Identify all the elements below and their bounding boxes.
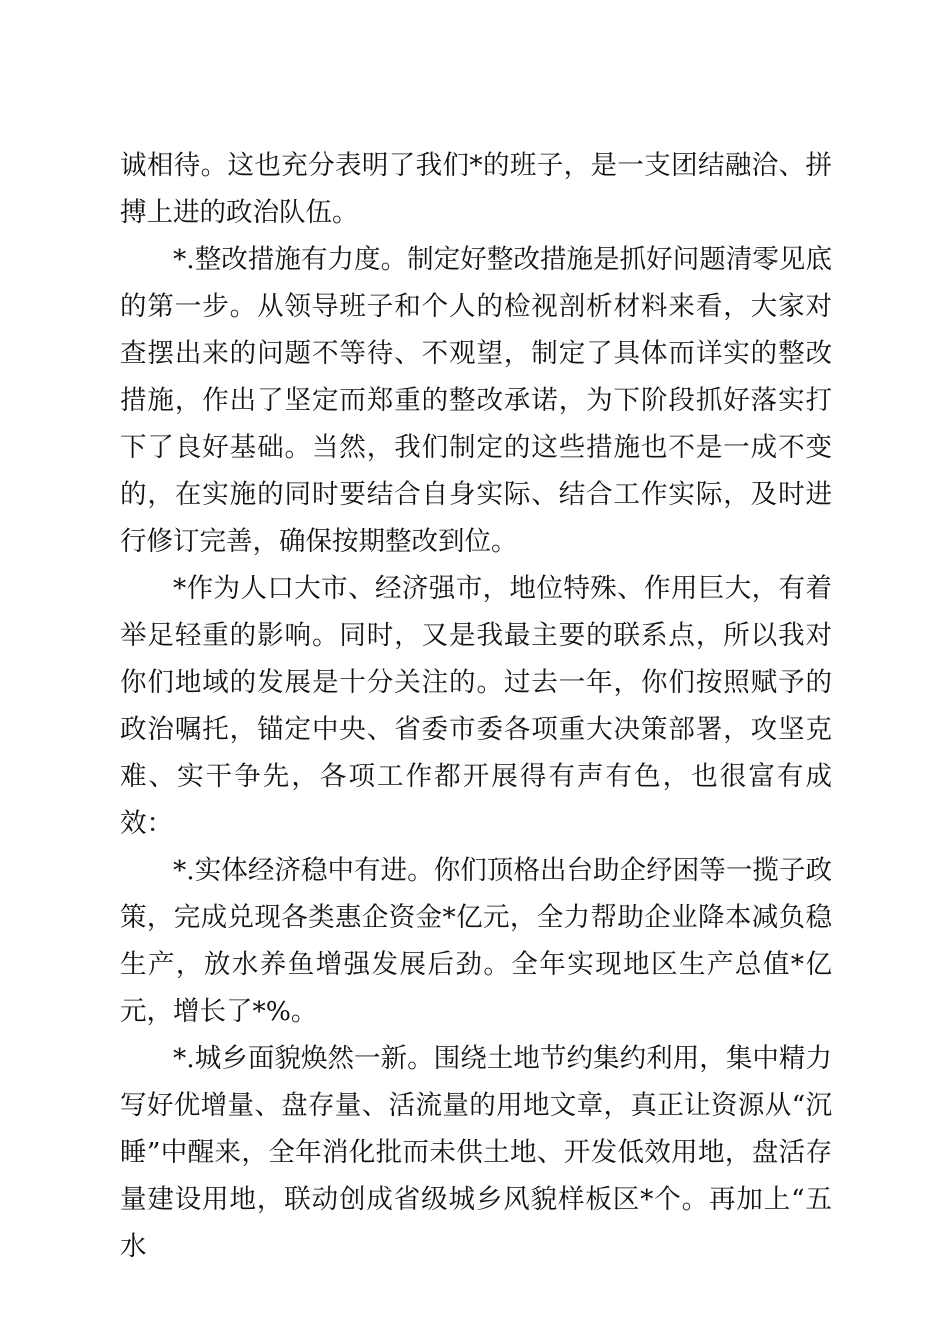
paragraph-continuation: 诚相待。这也充分表明了我们*的班子，是一支团结融洽、拼搏上进的政治队伍。 bbox=[120, 150, 832, 228]
paragraph-urban-rural: *.城乡面貌焕然一新。围绕土地节约集约利用，集中精力写好优增量、盘存量、活流量的用地文章，真正让资源从“沉睡”中醒来，全年消化批而未供土地、开发低效用地，盘活存量建设用地，联动创成省级城乡风貌样板区*个。再加上“五水 bbox=[120, 1043, 832, 1262]
document-body bbox=[120, 142, 832, 1270]
paragraph-rectification-measures: *.整改措施有力度。制定好整改措施是抓好问题清零见底的第一步。从领导班子和个人的检视剖析材料来看，大家对查摆出来的问题不等待、不观望，制定了具体而详实的整改措施，作出了坚定而郑重的整改承诺，为下阶段抓好落实打下了良好基础。当然，我们制定的这些措施也不是一成不变的，在实施的同时要结合自身实际、结合工作实际，及时进行修订完善，确保按期整改到位。 bbox=[120, 244, 832, 557]
paragraph-city-overview: *作为人口大市、经济强市，地位特殊、作用巨大，有着举足轻重的影响。同时，又是我最主要的联系点，所以我对你们地域的发展是十分关注的。过去一年，你们按照赋予的政治嘱托，锚定中央、省委市委各项重大决策部署，攻坚克难、实干争先，各项工作都开展得有声有色，也很富有成效： bbox=[120, 573, 832, 839]
paragraph-real-economy: *.实体经济稳中有进。你们顶格出台助企纾困等一揽子政策，完成兑现各类惠企资金*亿元，全力帮助企业降本减负稳生产，放水养鱼增强发展后劲。全年实现地区生产总值*亿元，增长了*%。 bbox=[120, 855, 832, 1027]
